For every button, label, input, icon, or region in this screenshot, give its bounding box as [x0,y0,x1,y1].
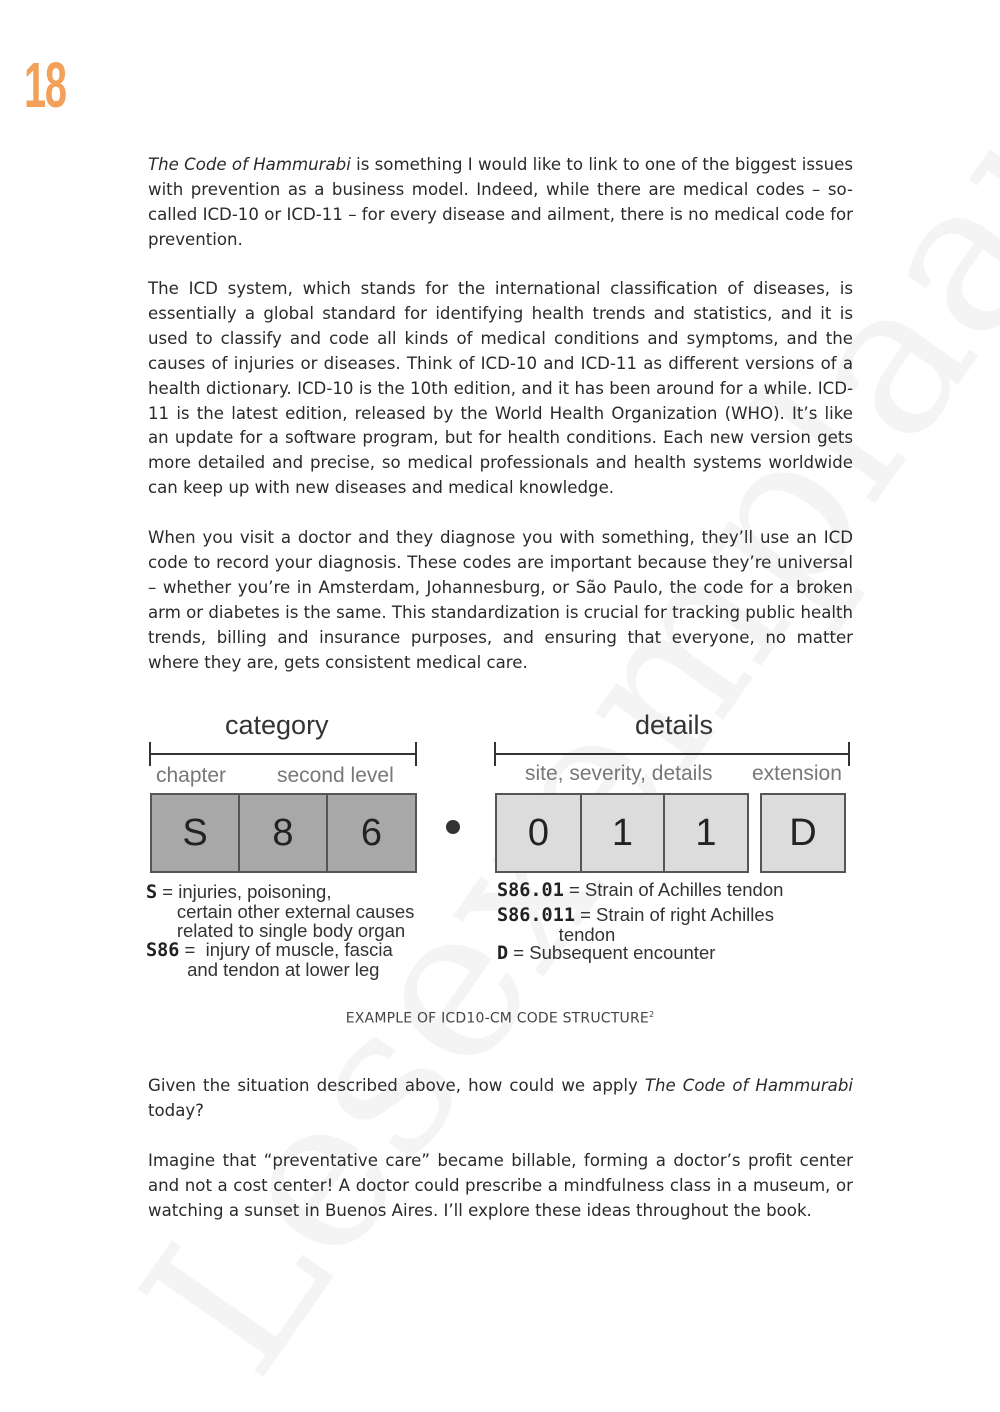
code-box-second-level-2: 6 [326,793,417,873]
details-bracket-left-tick [494,742,496,766]
legend-s86011-code: S86.011 [497,905,575,926]
book-title-italic: The Code of Hammurabi [148,155,351,174]
code-box-extension: D [760,793,846,873]
category-bracket-right-tick [415,742,417,766]
legend-s86011-text: = Strain of right Achilles tendon [558,904,774,945]
paragraph-1-text: is something I would like to link to one of the biggest issues with prevention as a business model. Indeed, while there are medical codes – so-called ICD-10 or ICD-11 – for every disease and ailment, there is no medical code for prevention. [148,155,853,249]
paragraph-4-start: Given the situation described above, how could we apply [148,1076,645,1095]
paragraph-1 [148,153,853,253]
figure-caption [0,1010,1000,1027]
second-level-label: second level [277,764,394,787]
code-box-detail-2: 1 [580,793,665,873]
legend-d [497,943,715,963]
paragraph-4-end: today? [148,1100,204,1120]
details-heading: details [635,710,714,740]
page-number: 18 [24,49,66,121]
book-title-italic-2: The Code of Hammurabi [644,1076,853,1095]
extension-label: extension [752,762,842,785]
paragraph-5: Imagine that “preventative care” became billable, forming a doctor’s profit center and not a cost center! A doctor could prescribe a mindfulness class in a museum, or watching a sunset in Buenos Aires. I’ll explore these ideas throughout the book. [148,1151,853,1220]
legend-s-text: = injuries, poisoning, certain other external causes related to single body organ [162,881,415,941]
site-severity-details-label: site, severity, details [525,762,713,785]
paragraph-4 [148,1074,853,1124]
footnote-marker: 2 [648,1010,655,1019]
legend-s86-code: S86 [146,940,180,961]
legend-s [146,882,414,940]
paragraph-2: The ICD system, which stands for the international classification of diseases, is essentially a global standard for identifying health trends and statistics, and it is used to classify and code all kinds of medical conditions and symptoms, and the causes of injuries or diseases. Think of ICD-10 and ICD-11 as different versions of a health dictionary. ICD-10 is the 10th edition, and it has been around for a while. ICD-11 is the latest edition, released by the World Health Organization (WHO). It’s like an update for a software program, but for health conditions. Each new version gets more detailed and precise, so medical professionals and health systems worldwide can keep up with new diseases and medical knowledge. [148,279,853,498]
details-bracket [494,753,850,755]
legend-d-code: D [497,943,509,964]
figure-caption-text: EXAMPLE OF ICD10-CM CODE STRUCTURE [345,1010,649,1027]
legend-s86-text: = injury of muscle, fascia and tendon at lower leg [184,939,393,980]
chapter-label: chapter [156,764,227,787]
legend-s8601 [497,880,783,900]
code-box-detail-3: 1 [663,793,749,873]
legend-s86011 [497,905,774,944]
code-box-detail-1: 0 [495,793,582,873]
icd-code-structure-figure [140,700,860,990]
paragraph-3: When you visit a doctor and they diagnose you with something, they’ll use an ICD code to record your diagnosis. These codes are important because they’re universal – whether you’re in Amsterdam, Johannesburg, or São Paulo, the code for a broken arm or diabetes is the same. This standardization is crucial for tracking public health trends, billing and insurance purposes, and ensuring that everyone, no matter where they are, gets consistent medical care. [148,528,853,672]
legend-d-text: = Subsequent encounter [508,942,716,963]
legend-s-code: S [146,882,158,903]
category-bracket-left-tick [149,742,151,766]
code-box-second-level-1: 8 [238,793,328,873]
legend-s8601-code: S86.01 [497,880,564,901]
category-heading: category [225,710,329,740]
legend-s86 [146,940,393,979]
details-bracket-right-tick [848,742,850,766]
code-box-chapter: S [150,793,240,873]
category-bracket [149,753,417,755]
decimal-point-dot [446,820,460,834]
legend-s8601-text: = Strain of Achilles tendon [563,879,784,900]
